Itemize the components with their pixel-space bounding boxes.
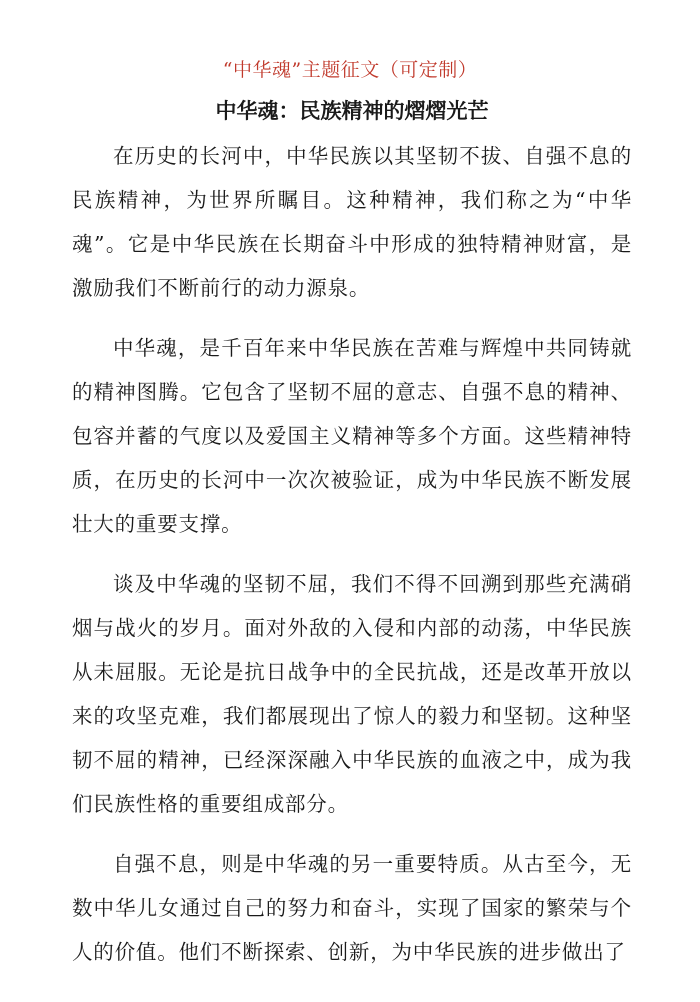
paragraph-4: 自强不息，则是中华魂的另一重要特质。从古至今，无数中华儿女通过自己的努力和奋斗，实现了国家的繁荣与个人的价值。他们不断探索、创新，为中华民族的进步做出了 <box>72 852 632 964</box>
article-title: 中华魂：民族精神的熠熠光芒 <box>215 98 489 123</box>
article-body <box>72 88 632 990</box>
paragraph-2: 中华魂，是千百年来中华民族在苦难与辉煌中共同铸就的精神图腾。它包含了坚韧不屈的意志、自强不息的精神、包容并蓄的气度以及爱国主义精神等多个方面。这些精神特质，在历史的长河中一次次被验证，成为中华民族不断发展壮大的重要支撑。 <box>72 336 632 536</box>
paragraph-3: 谈及中华魂的坚韧不屈，我们不得不回溯到那些充满硝烟与战火的岁月。面对外敌的入侵和内部的动荡，中华民族从未屈服。无论是抗日战争中的全民抗战，还是改革开放以来的攻坚克难，我们都展现出了惊人的毅力和坚韧。这种坚韧不屈的精神，已经深深融入中华民族的血液之中，成为我们民族性格的重要组成部分。 <box>72 572 632 816</box>
subject-header: “中华魂”主题征文（可定制） <box>222 59 478 81</box>
paragraph-1: 在历史的长河中，中华民族以其坚韧不拔、自强不息的民族精神，为世界所瞩目。这种精神，我们称之为“中华魂”。它是中华民族在长期奋斗中形成的独特精神财富，是激励我们不断前行的动力源泉。 <box>72 144 632 300</box>
